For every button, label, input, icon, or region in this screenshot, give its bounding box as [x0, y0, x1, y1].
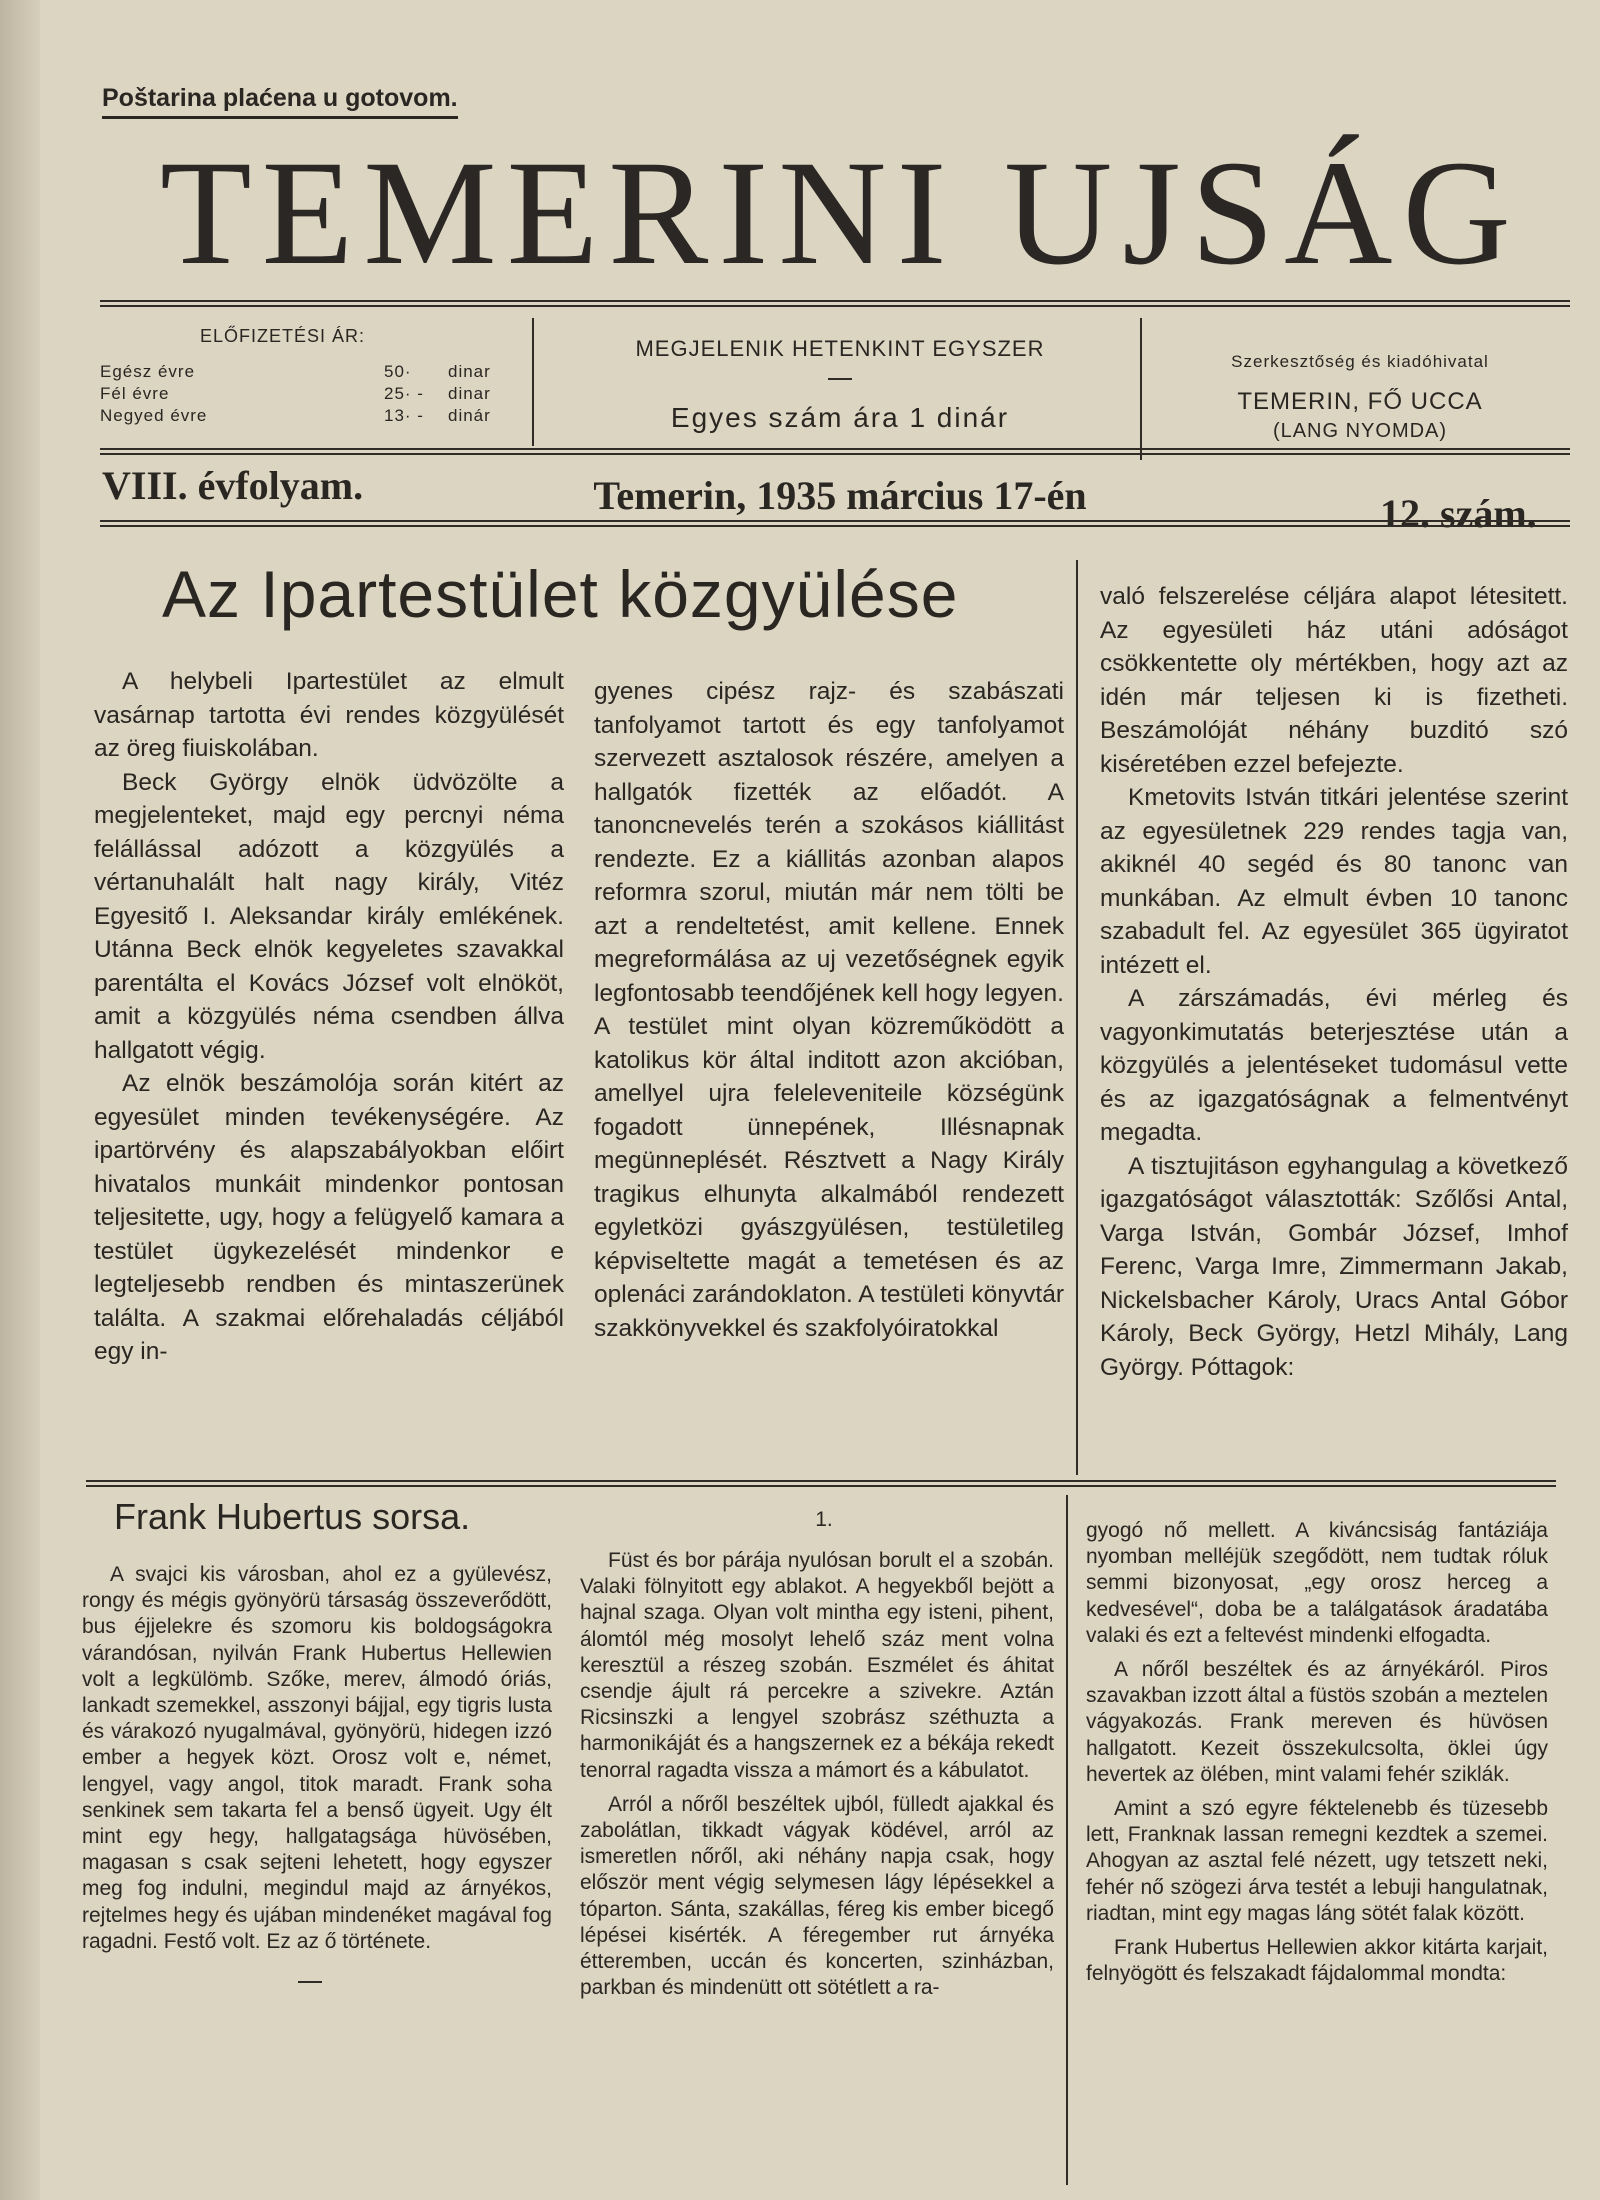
- rule-section: [86, 1480, 1556, 1487]
- postage-note: Poštarina plaćena u gotovom.: [102, 84, 458, 119]
- issue-place-date: Temerin, 1935 március 17-én: [593, 473, 1087, 518]
- subscription-heading: ELŐFIZETÉSI ÁR:: [200, 326, 366, 346]
- article2-c1-p1: A svajci kis városban, ahol ez a gyülevész, rongy és mégis gyönyörü társaság összeverődött, bus éjjelekre és szomoru kis boldogságokra várandósan, nyilván Frank Hubertus Hellewien volt a legkülömb. Szőke, merev, álmodó óriás, lankadt szemekkel, asszonyi bájjal, egy tigris lusta és várakozó nyugalmával, gyönyörü, hidegen izzó ember a hegyek közt. Orosz volt e, német, lengyel, vagy angol, titok maradt. Frank soha senkinek sem takarta fel a benső ügyeit. Ugy élt mint egy hegy, hallgatagsága hüvösében, magasan s csak sejteni lehetett, hogy egyszer meg fog indulni, megindul majd az árnyékos, rejtelmes hegy és ujában mindenéket magával fog ragadni. Festő volt. Ez az ő története.: [82, 1563, 552, 1953]
- article2-c3-p3: Amint a szó egyre féktelenebb és tüzesebb lett, Franknak lassan remegni kezdtek a szemei. Ahogyan az asztal felé nézett, ugy tetszett neki, fehér nő szögezi árva testét a lebuji hangulatnak, riadtan, mint egy magas láng sötét falak között.: [1086, 1797, 1548, 1925]
- info-divider-2: [1140, 318, 1142, 460]
- article1-column-2: [594, 675, 1064, 1475]
- article1-c1-p3: Az elnök beszámolója során kitért az egyesület minden tevékenységére. Az ipartörvény és alapszabályokban előirt hivatalos munkáit mindenkor pontosan teljesitette, ugy, hogy a felügyelő kamara a testület ügykezelését mindenkor e legteljesebb rendben és mintaszerünek találta. A szakmai előrehaladás céljából egy in-: [94, 1070, 564, 1365]
- subscription-period-1: Egész évre: [100, 362, 196, 381]
- article1-c3-p2: Kmetovits István titkári jelentése szerint az egyesületnek 229 rendes tagja van, akiknél 40 segéd és 80 tanonc van munkában. Az elmult évben 10 tanonc szabadult fel. Az egyesület 365 ügyiratot intézett el.: [1100, 784, 1568, 979]
- office-line-3: (LANG NYOMDA): [1272, 420, 1448, 442]
- rule-top: [100, 300, 1570, 307]
- article1-c3-p4: A tisztujitáson egyhangulag a következő igazgatóságot választották: Szőlősi Antal, Varga István, Gombár József, Imhof Ferenc, Varga Imre, Zimmermann Jakab, Nickelsbacher Károly, Uracs Antal Góbor Károly, Beck György, Hetzl Mihály, Lang György. Póttagok:: [1100, 1152, 1568, 1381]
- article1-title: Az Ipartestület közgyülése: [162, 557, 959, 631]
- subscription-price-2: 25· -: [384, 384, 424, 403]
- info-divider-1: [532, 318, 534, 446]
- article2-title: Frank Hubertus sorsa.: [114, 1496, 471, 1537]
- article2-c3-p2: A nőről beszéltek és az árnyékáról. Piros szavakban izzott által a füstös szobán a meztelen vágyakozás. Frank mereven és hüvösen hallgatott. Kezeit összekulcsolta, öklei úgy hevertek az ölében, mint valami fehér sziklák.: [1086, 1658, 1548, 1786]
- subscription-period-2: Fél évre: [100, 384, 170, 403]
- subscription-price-1: 50·: [384, 362, 412, 381]
- article1-c1-p2: Beck György elnök üdvözölte a megjelenteket, majd egy percnyi néma felállással adózott a közgyülés a vértanuhalált halt nagy király, Vitéz Egyesitő I. Aleksandar király emlékének. Utánna Beck elnök kegyeletes szavakkal parentálta el Kovács József volt elnököt, amit a közgyülés néma csendben állva hallgatott végig.: [94, 768, 564, 1064]
- article2-column-3: [1086, 1518, 1548, 2178]
- article2-col1-end-mark: [298, 1981, 322, 1983]
- office-line-1: Szerkesztőség és kiadóhivatal: [1231, 352, 1489, 371]
- article2-c3-p4: Frank Hubertus Hellewien akkor kitárta karjait, felnyögött és felszakadt fájdalommal mondta:: [1086, 1936, 1548, 1986]
- subscription-price-3: 13· -: [384, 406, 424, 425]
- article2-chapter: 1.: [815, 1508, 833, 1531]
- article2-column-1: [82, 1562, 552, 2152]
- publication-separator: [828, 378, 852, 380]
- publication-single-price: Egyes szám ára 1 dinár: [670, 402, 1010, 433]
- article1-column-divider: [1076, 560, 1078, 1475]
- rule-issue-top: [100, 448, 1570, 455]
- article2-column-2: [580, 1548, 1054, 2158]
- article1-c3-p1: való felszerelése céljára alapot létesitett. Az egyesületi ház utáni adóságot csökkentette oly mértékben, hogy azt az idén már teljesen ki is fizetheti. Beszámolóját néhány buzditó szó kiséretében ezzel befejezte.: [1100, 583, 1568, 778]
- subscription-unit-3: dinár: [448, 406, 491, 425]
- article2-c3-p1: gyogó nő mellett. A kiváncsiság fantáziája nyomban melléjük szegődött, nem tudtak róluk semmi bizonyosat, „egy orosz herceg a kedvesével“, doba be a találgatások áradatába valaki és ezt a feltevést mindenki elfogadta.: [1086, 1519, 1548, 1647]
- page-binding-edge: [0, 0, 40, 2200]
- article2-column-divider: [1066, 1495, 1068, 2185]
- article2-c2-p2: Arról a nőről beszéltek ujból, fülledt ajakkal és zabolátlan, tikkadt vágyak ködével, arról az ismeretlen nőről, aki néhány napja csak, hogy először ment végig selymesen lágy lépésekkel a tóparton. Sánta, szakállas, féreg kis ember bicegő lépései kisérték. A féregember rut árnyéka étteremben, uccán és koncerten, szinházban, parkban és mindenütt ott sötétlett a ra-: [580, 1792, 1054, 2000]
- article1-c1-p1: A helybeli Ipartestület az elmult vasárnap tartotta évi rendes közgyülését az öreg fiuiskolában.: [94, 668, 564, 762]
- office-line-2: TEMERIN, FŐ UCCA: [1237, 388, 1483, 415]
- issue-number: 12. szám.: [1380, 491, 1537, 536]
- rule-issue-bottom: [100, 520, 1570, 527]
- article1-column-3: [1100, 580, 1568, 1480]
- issue-volume: VIII. évfolyam.: [102, 463, 364, 508]
- subscription-unit-2: dinar: [448, 384, 491, 403]
- subscription-unit-1: dinar: [448, 362, 491, 381]
- article2-c2-p1: Füst és bor párája nyulósan borult el a szobán. Valaki fölnyitott egy ablakot. A hegyekből bejött a hajnal szaga. Olyan volt mintha egy isteni, pihent, álomtól még mosolyt lehelő száz ment volna keresztül a részeg szobán. Eszmélet és áhitat csendje ájult rá percekre a szivekre. Aztán Ricsinszki a lengyel szobrász széthuzta a harmonikáját és a hangszernek ez a békája rekedt tenorral ragadta vissza a mámort és a kábulatot.: [580, 1549, 1054, 1782]
- article1-c2-p1: gyenes cipész rajz- és szabászati tanfolyamot tartott és egy tanfolyamot szervezett asztalosok részére, amelyen a hallgatók fizették az előadót. A tanoncnevelés terén a szokásos kiállitást rendezte. Ez a kiállitás azonban alapos reformra szorul, miután már nem tölti be azt a rendeltetést, amit kellene. Ennek megreformálása az uj vezetőségnek egyik legfontosabb teendőjének kell hogy legyen. A testület mint olyan közreműködött a katolikus kör által inditott azon akcióban, amellyel ujra feleleveniteile községünk fogadott ünnepének, Illésnapnak megünneplését. Résztvett a Nagy Király tragikus elhunyta alkalmából rendezett egyletközi gyászgyülésen, testületileg képviseltette magát a temetésen és az oplenáci zarándoklaton. A testületi könyvtár szakkönyvekkel és szakfolyóiratokkal: [594, 678, 1064, 1342]
- subscription-period-3: Negyed évre: [100, 406, 208, 425]
- article1-column-1: [94, 665, 564, 1465]
- masthead: TEMERINI UJSÁG: [160, 130, 1521, 296]
- publication-frequency: MEGJELENIK HETENKINT EGYSZER: [635, 336, 1045, 361]
- article1-c3-p3: A zárszámadás, évi mérleg és vagyonkimutatás beterjesztése után a közgyülés a jelentéseket tudomásul vette és az igazgatóságnak a felmentvényt megadta.: [1100, 985, 1568, 1146]
